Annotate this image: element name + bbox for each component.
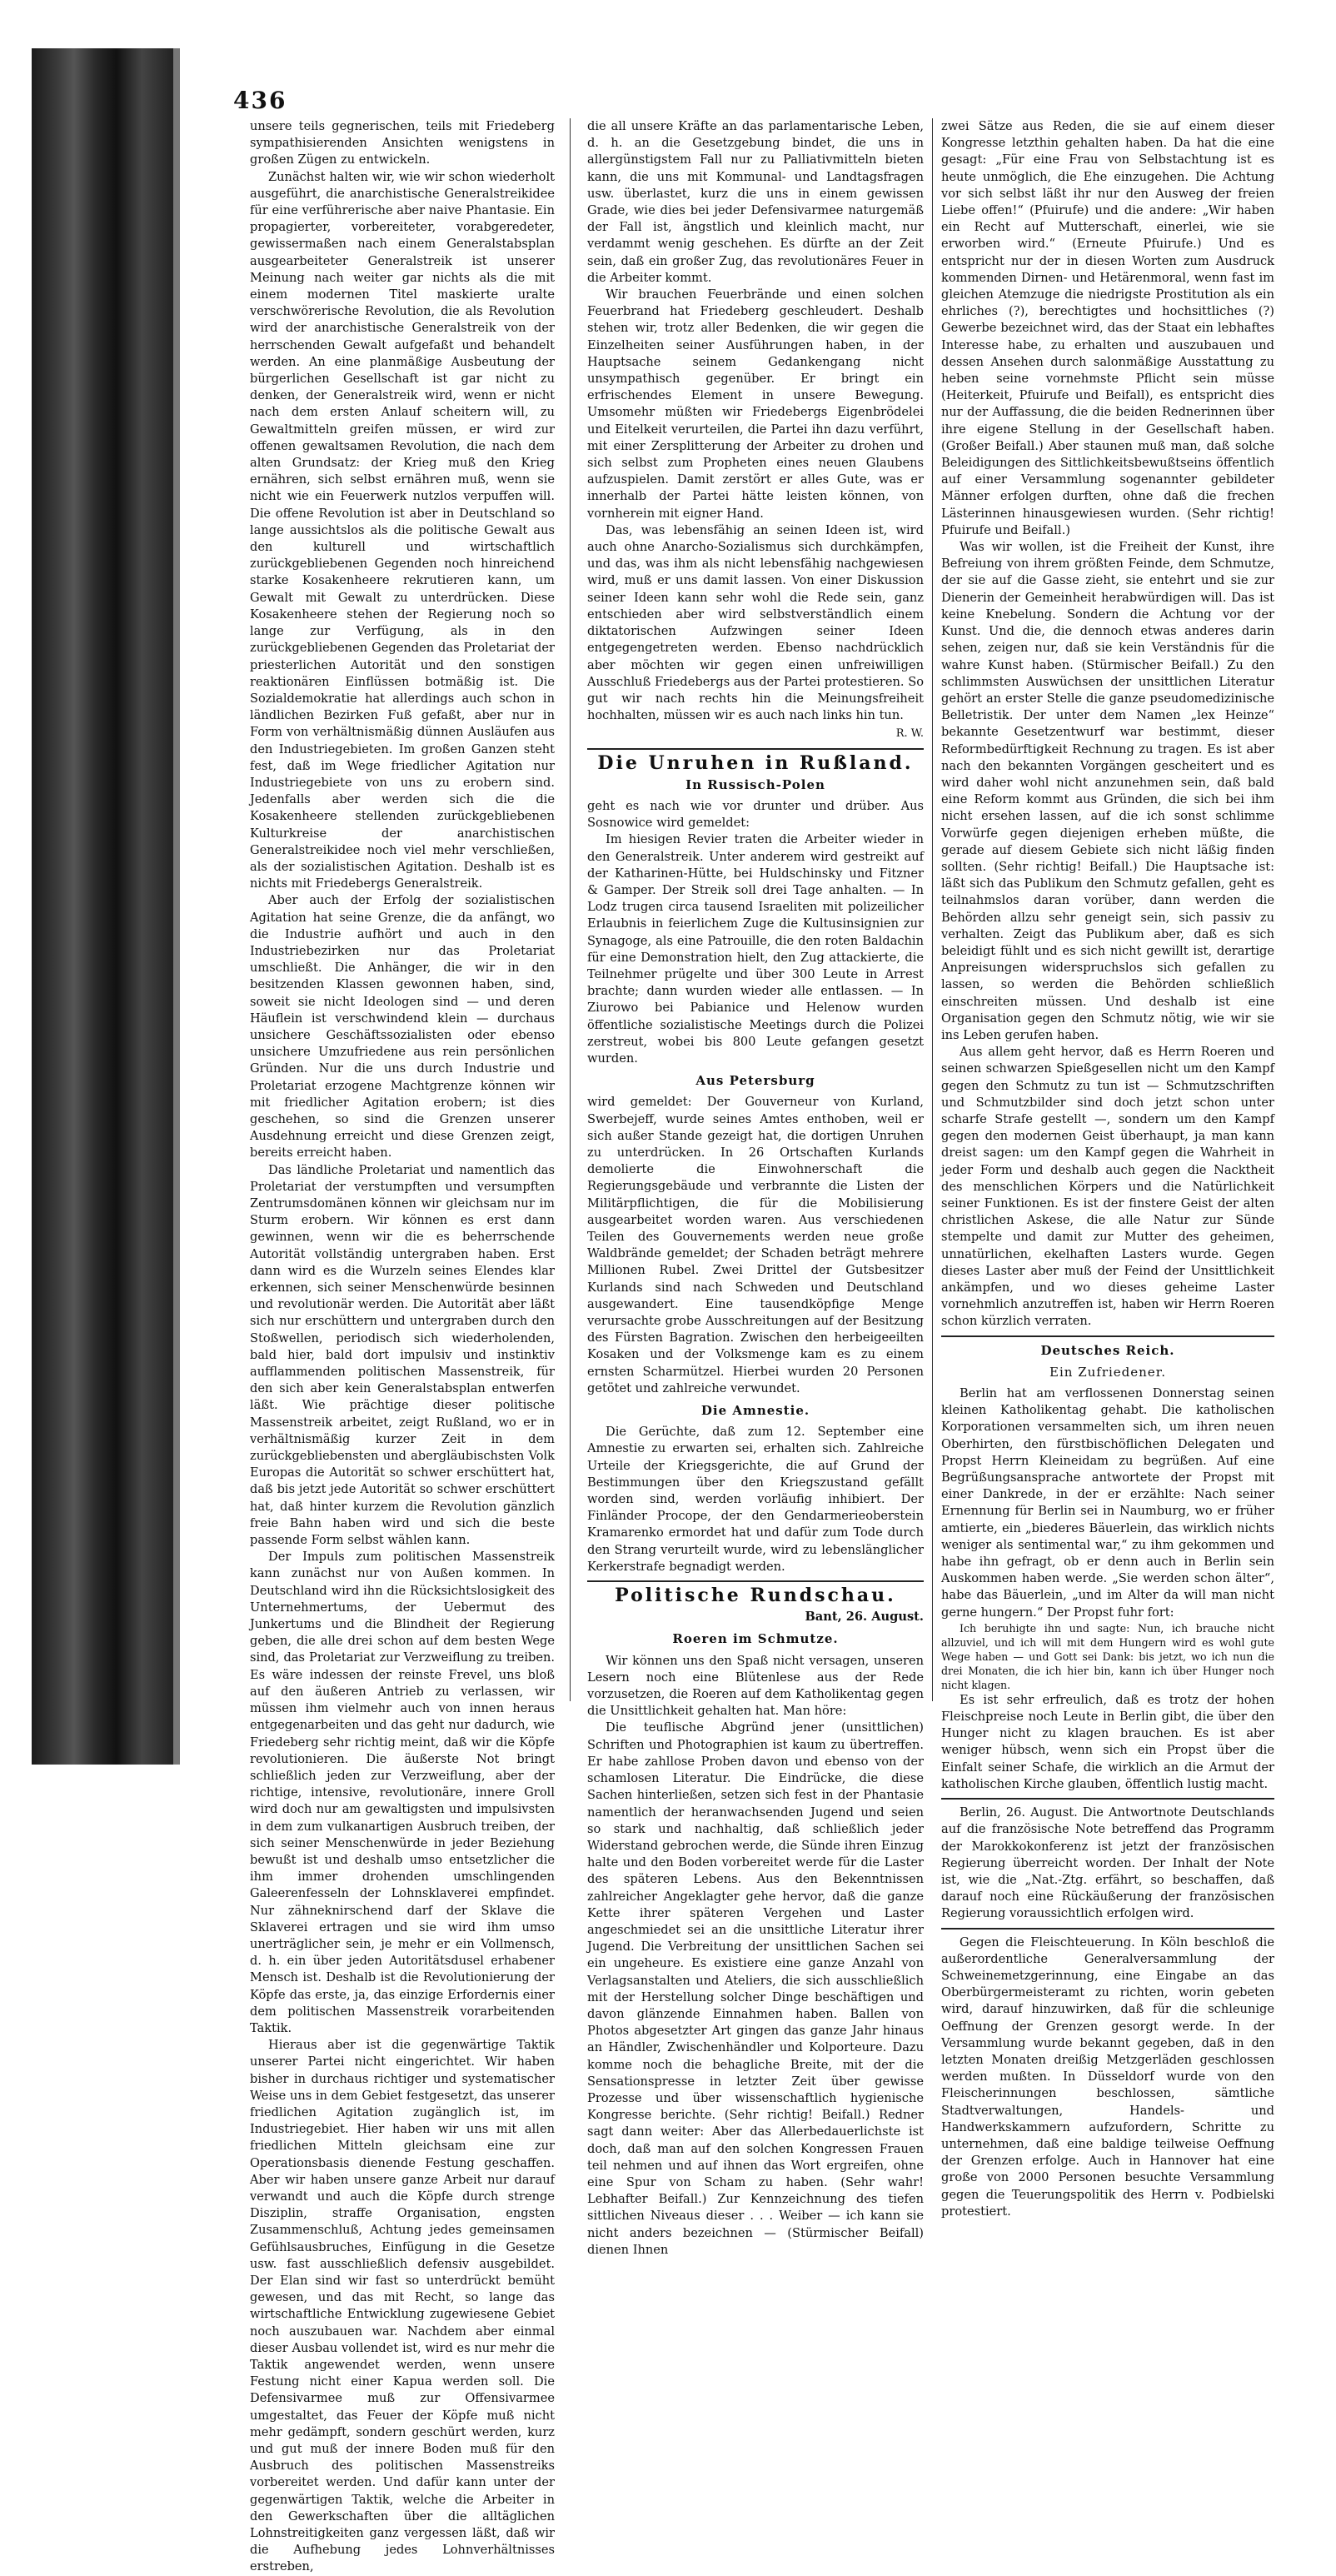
paragraph: Der Impuls zum politischen Massenstreik kann zunächst nur von Außen kommen. In Deutschland wird ihn die Rücksichtslosigkeit des Unternehmertums, der Uebermut des Junkertums und die Blindheit der Regierung geben, die alle drei schon auf dem besten Wege sind, das Proletariat zur Verzweiflung zu treiben. Es wäre indessen der reinste Frevel, uns bloß auf den äußeren Antrieb zu verlassen, wir müssen ihm vielmehr auch von innen heraus entgegenarbeiten und das geht nur dadurch, wie Friedeberg sehr richtig meint, daß wir die Köpfe revolutionieren. Die äußerste Not bringt schließlich jeden zur Verzweiflung, aber der richtige, intensive, revolutionäre, innere Groll wird doch nur am gewaltigsten und impulsivsten in dem zum vulkanartigen Ausbruch treiben, der sich seiner Menschenwürde in jeder Beziehung bewußt ist und deshalb umso entsetzlicher die ihm immer drohenden umschlingenden Galeerenfesseln der Lohnsklaverei empfindet. Nur zähneknirschend darf der Sklave die Sklaverei ertragen und sie wird ihm umso unerträglicher sein, je mehr er ein Vollmensch, d. h. ein über jeden Autoritätsdusel erhabener Mensch ist. Deshalb ist die Revolutionierung der Köpfe das erste, ja, das einzige Erfordernis einer dem politischen Massenstreik vorarbeitenden Taktik. bbox=[250, 1550, 555, 2035]
subhead-amnesty: Die Amnestie. bbox=[700, 1403, 810, 1419]
book-spine bbox=[32, 48, 173, 1765]
paragraph: Aber auch der Erfolg der sozialistischen Agitation hat seine Grenze, die da anfängt, wo die Industrie aufhört und auch in den Industriebezirken nur das Proletariat umschließt. Die Anhänger, die wir in den besitzenden Klassen gewonnen haben, sind, soweit sie nicht Ideologen sind — und deren Häuflein ist verschwindend klein — durchaus unsichere Geschäftssozialisten oder ebenso unsichere Umzufriedene aus rein persönlichen Gründen. Nur die uns durch Industrie und Proletariat erzogene Machtgrenze können wir mit friedlicher Agitation erobern; ist dies geschehen, so sind die Grenzen unserer Ausdehnung erreicht und diese Grenzen zeigt, bereits erreicht haben. bbox=[250, 893, 555, 1161]
paragraph: Berlin, 26. August. Die Antwortnote Deutschlands auf die französische Note betreffend das Programm der Marokkokonferenz ist jetzt der französischen Regierung überreicht worden. Der Inhalt der Note ist, wie die „Nat.-Ztg. erfährt, so beschaffen, daß darauf noch eine Rückäußerung der französischen Regierung voraussichtlich erfolgen wird. bbox=[941, 1805, 1274, 1921]
column-2 bbox=[587, 118, 924, 2257]
section-title-reich: Deutsches Reich. bbox=[1040, 1342, 1175, 1358]
paragraph: geht es nach wie vor drunter und drüber. Aus Sosnowice wird gemeldet: bbox=[587, 798, 924, 831]
subhead-zufriedener: Ein Zufriedener. bbox=[1049, 1364, 1166, 1380]
section-rule bbox=[587, 748, 924, 750]
page-edge bbox=[173, 48, 180, 1765]
paragraph: Berlin hat am verflossenen Donnerstag seinen kleinen Katholikentag gehabt. Die katholischen Korporationen versammelten sich, um ihren neuen Oberhirten, den fürstbischöflichen Delegaten und Propst Herrn Kleineidam zu begrüßen. Auf eine Begrüßungsansprache antwortete der Propst mit einer Dankrede, in der er erzählte: Nach seiner Ernennung für Berlin sei in Naumburg, wo er früher amtierte, ein „biederes Bäuerlein, das wirklich nichts weniger als sentimental war,“ zu ihm gekommen und habe ihn gefragt, ob er denn auch in Berlin sein Auskommen haben werde. „Sie werden schon älter“, habe das Bäuerlein, „und im Alter da will man nicht gerne hungern.“ Der Propst fuhr fort: bbox=[941, 1386, 1274, 1620]
paragraph: wird gemeldet: Der Gouverneur von Kurland, Swerbejeff, wurde seines Amtes enthoben, weil er sich außer Stande gezeigt hat, die dortigen Unruhen zu unterdrücken. In 26 Ortschaften Kurlands demolierte die Einwohnerschaft die Regierungsgebäude und verbrannte die Listen der Militärpflichtigen, die für die Mobilisierung ausgearbeitet worden waren. Aus verschiedenen Teilen des Gouvernements werden neue große Waldbrände gemeldet; der Schaden beträgt mehrere Millionen Rubel. Zwei Drittel der Gutsbesitzer Kurlands sind nach Schweden und Deutschland ausgewandert. Eine tausendköpfige Menge verursachte grobe Ausschreitungen auf der Besitzung des Fürsten Bagration. Zwischen den herbeigeeilten Kosaken und der Volksmenge kam es zu einem ernsten Scharmützel. Hierbei wurden 20 Personen getötet und zahlreiche verwundet. bbox=[587, 1095, 924, 1395]
paragraph: Die teuflische Abgründ jener (unsittlichen) Schriften und Photographien ist kaum zu übertreffen. Er habe zahllose Proben davon und ebenso von der schamlosen Literatur. Die Eindrücke, die diese Sachen hinterließen, setzen sich fest in der Phantasie namentlich der heranwachsenden Jugend und seien so stark und nachhaltig, daß schließlich jeder Widerstand gebrochen werde, die Sünde ihren Einzug halte und den Boden vorbereitet werde für die Laster des späteren Lebens. Aus den Bekenntnissen zahlreicher Angeklagter gehe hervor, daß die ganze Kette ihrer späteren Vergehen und Laster angeschmiedet sei an die unsittliche Literatur ihrer Jugend. Die Verbreitung der unsittlichen Sachen sei ein ungeheure. Es existiere eine ganze Anzahl von Verlagsanstalten und Ateliers, die sich ausschließlich mit der Herstellung solcher Dinge beschäftigen und davon glänzende Einnahmen haben. Ballen von Photos abgesetzter Art gingen das ganze Jahr hinaus an Händler, Zwischenhändler und Kolporteure. Dazu komme noch die behagliche Breite, mit der die Sensationspresse in letzter Zeit über gewisse Prozesse und über wissenschaftlich hygienische Kongresse berichte. (Sehr richtig! Beifall.) Redner sagt dann weiter: Aber das Allerbedauerlichste ist doch, daß man auf den solchen Kongressen Frauen teil nehmen und auf ihnen das Wort ergreifen, ohne eine Spur von Scham zu haben. (Sehr wahr! Lebhafter Beifall.) Zur Kennzeichnung des tiefen sittlichen Niveaus dieser . . . Weiber — ich kann sie nicht anders bezeichnen — (Stürmischer Beifall) dienen Ihnen bbox=[587, 1720, 924, 2257]
paragraph: Im hiesigen Revier traten die Arbeiter wieder in den Generalstreik. Unter anderem wird gestreikt auf der Katharinen-Hütte, bei Huldschinsky und Fitzner & Gamper. Der Streik soll drei Tage anhalten. — In Lodz trugen circa tausend Israeliten mit polizeilicher Erlaubnis in feierlichem Zuge die Kultusinsignien zur Synagoge, als eine Patrouille, die den roten Baldachin für eine Demonstration hielt, den Zug attackierte, die Teilnehmer prügelte und über 300 Leute in Arrest brachte; dann wurden wieder alle entlassen. — In Ziurowo bei Pabianice und Helenow wurden öffentliche sozialistische Meetings durch die Polizei zerstreut, wobei bis 800 Leute gefangen gesetzt wurden. bbox=[587, 832, 924, 1066]
paragraph: Zunächst halten wir, wie wir schon wiederholt ausgeführt, die anarchistische Generalstreikidee für eine verführerische aber naive Phantasie. Ein propagierter, vorbereiteter, vorabgeredeter, gewissermaßen nach einem Generalstabsplan ausgearbeiteter Generalstreik ist unserer Meinung nach weiter gar nichts als die mit einem modernen Titel maskierte uralte verschwörerische Revolution, die als Revolution wird der anarchistische Generalstreik von der herrschenden Gewalt aufgefaßt und behandelt werden. An eine planmäßige Ausbeutung der bürgerlichen Gesellschaft ist gar nicht zu denken, der Generalstreik wird, wenn er nicht nach dem ersten Anlauf scheitern will, zu Gewaltmitteln greifen müssen, er wird zur offenen gewaltsamen Revolution, die nach dem alten Grundsatz: der Krieg muß den Krieg ernähren, sich selbst ernähren muß, wenn sie nicht wie ein Feuerwerk nutzlos verpuffen will. Die offene Revolution ist aber in Deutschland so lange aussichtslos als die politische Gewalt aus den kulturell und wirtschaftlich zurückgebliebenen Gegenden noch hinreichend starke Kosakenheere rekrutieren kann, um Gewalt mit Gewalt zu unterdrücken. Diese Kosakenheere stehen der Regierung noch so lange zur Verfügung, als in den zurückgebliebenen Gegenden das Proletariat der priesterlichen Autorität und den sonstigen reaktionären Einflüssen botmäßig ist. Die Sozialdemokratie hat allerdings auch schon in ländlichen Bezirken Fuß gefaßt, aber nur in Form von verhältnismäßig dünnen Ausläufen aus den Industriegebieten. Im großen Ganzen steht fest, daß im Wege friedlicher Agitation nur Industriegebiete von uns zu erobern sind. Jedenfalls aber werden sich die die Kosakenheere stellenden zurückgebliebenen Kulturkreise der anarchistischen Generalstreikidee noch viel mehr verschließen, als der sozialistischen Agitation. Deshalb ist es nichts mit Friedebergs Generalstreik. bbox=[250, 169, 555, 891]
paragraph: Wir brauchen Feuerbrände und einen solchen Feuerbrand hat Friedeberg geschleudert. Deshalb stehen wir, trotz aller Bedenken, die wir gegen die Einzelheiten seiner Ausführungen haben, in der Hauptsache seinem Gedankengang nicht unsympathisch gegenüber. Er bringt ein erfrischendes Element in unsere Bewegung. Umsomehr müßten wir Friedebergs Eigenbrödelei und Eitelkeit verurteilen, die Partei ihn dazu verführt, mit einer Zersplitterung der Arbeiter zu drohen und sich selbst zum Propheten eines neuen Glaubens aufzuspielen. Damit zerstört er alles Gute, was er innerhalb der Partei hätte leisten können, von vornherein mit eigner Hand. bbox=[587, 287, 924, 521]
section-rule bbox=[941, 1928, 1274, 1930]
paragraph: Die Gerüchte, daß zum 12. September eine Amnestie zu erwarten sei, erhalten sich. Zahlreiche Urteile der Kriegsgerichte, die auf Grund der Bestimmungen über den Kriegszustand gefällt worden sind, werden vorläufig inhibiert. Der Finländer Procope, der den Gendarmerieoberstein Kramarenko ermordet hat und dafür zum Tode durch den Strang verurteilt wurde, wird zu lebenslänglicher Kerkerstrafe begnadigt werden. bbox=[587, 1425, 924, 1574]
column-3 bbox=[941, 118, 1274, 2219]
dateline: Bant, 26. August. bbox=[805, 1610, 924, 1625]
paragraph: Aus allem geht hervor, daß es Herrn Roeren und seinen schwarzen Spießgesellen nicht um den Kampf gegen den Schmutz zu tun ist — Schmutzschriften und Schmutzbilder sind doch jetzt schon unter scharfe Strafe gestellt —, sondern um den Kampf gegen den modernen Geist überhaupt, ja man kann dreist sagen: um den Kampf gegen die Wahrheit in jeder Form und deshalb auch gegen die Nacktheit des menschlichen Körpers und die Natürlichkeit seiner Funktionen. Es ist der finstere Geist der alten christlichen Askese, die alle Natur zur Sünde stempelte und damit zur Mutter des geheimen, unnatürlichen, ekelhaften Lasters wurde. Gegen dieses Laster aber muß der Feind der Unsittlichkeit ankämpfen, und wo dieses geheime Laster vornehmlich anzutreffen ist, haben wir Herrn Roeren schon kürzlich verraten. bbox=[941, 1045, 1274, 1329]
paragraph: die all unsere Kräfte an das parlamentarische Leben, d. h. an die Gesetzgebung bindet, die uns in allergünstigstem Fall nur zu Palliativmitteln bieten kann, die uns mit Kommunal- und Landtagsfragen usw. überlastet, kurz die uns in einem gewissen Grade, wie dies bei jeder Defensivarmee naturgemäß der Fall ist, ängstlich und kleinlich macht, nur verdammt wenig geschehen. Es dürfte an der Zeit sein, daß ein großer Zug, das revolutionäres Feuer in die Arbeiter kommt. bbox=[587, 119, 924, 285]
paragraph: Das ländliche Proletariat und namentlich das Proletariat der verstumpften und versumpften Zentrumsdomänen können wir gleichsam nur im Sturm erobern. Wir können es erst dann gewinnen, wenn wir die es beherrschende Autorität vollständig untergraben haben. Erst dann wird es die Wurzeln seines Elendes klar erkennen, sich seiner Menschenwürde besinnen und revolutionär werden. Die Autorität aber läßt sich nur erschüttern und untergraben durch den Stoßwellen, periodisch sich wiederholenden, bald hier, bald dort impulsiv und instinktiv aufflammenden politischen Massenstreik, für den sich aber kein Generalstabsplan entwerfen läßt. Wie prächtige dieser politische Massenstreik arbeitet, zeigt Rußland, wo er in verhältnismäßig kurzer Zeit in dem zurückgebliebensten und abergläubischsten Volk Europas die Autorität so schwer erschüttert hat, daß bis jetzt jede Autorität so schwer erschüttert hat, daß hinter kurzem die Revolution gänzlich freie Bahn haben wird und sich die beste passende Form selbst wählen kann. bbox=[250, 1162, 555, 1548]
subhead-roeren: Roeren im Schmutze. bbox=[672, 1631, 839, 1647]
paragraph: Was wir wollen, ist die Freiheit der Kunst, ihre Befreiung von ihrem größten Feinde, dem Schmutze, der sie auf die Gasse zieht, sie entehrt und sie zur Dienerin der Gemeinheit herabwürdigen will. Das ist keine Knebelung. Sondern die Achtung vor der Kunst. Und die, die dennoch etwas anderes darin sehen, zeigen nur, daß sie kein Verständnis für die wahre Kunst haben. (Stürmischer Beifall.) Zu den schlimmsten Auswüchsen der unsittlichen Literatur gehört an erster Stelle die ganze pseudomedizinische Belletristik. Der unter dem Namen „lex Heinze“ bekannte Gesetzentwurf war bestimmt, dieser Reformbedürftigkeit Rechnung zu tragen. Es ist aber nach den bekannten Vorgängen gescheitert und es wird daher wohl nicht anzunehmen sein, daß bald eine Reform kommt aus Gründen, die sich bei ihm nicht ersehen lassen, auf die ich sonst schlimme Vorwürfe gegen diejenigen erheben müßte, die gerade auf diesem Gebiete sich nicht läßig finden sollten. (Sehr richtig! Beifall.) Die Hauptsache ist: läßt sich das Publikum den Schmutz gefallen, geht es teilnahmslos daran vorüber, dann werden die Behörden allzu sehr geneigt sein, sich passiv zu verhalten. Zeigt das Publikum aber, daß es sich beleidigt fühlt und es sich nicht gewillt ist, derartige Anpreisungen widerspruchslos sich gefallen zu lassen, so werden die Behörden schließlich einschreiten müssen. Und deshalb ist eine Organisation gegen den Schmutz nötig, wie wir sie ins Leben gerufen haben. bbox=[941, 540, 1274, 1042]
section-rule bbox=[587, 1580, 924, 1582]
quote-paragraph: Ich beruhigte ihn und sagte: Nun, ich brauche nicht allzuviel, und ich will mit dem Hungern wird es wohl gute Wege haben — und Gott sei Dank: bis jetzt, wo ich nun die drei Monaten, die ich hier bin, kann ich über Hunger noch nicht klagen. bbox=[941, 1621, 1274, 1691]
column-1 bbox=[250, 118, 555, 2574]
page-number: 436 bbox=[233, 87, 287, 114]
section-rule bbox=[941, 1335, 1274, 1337]
author-signature: R. W. bbox=[895, 727, 924, 741]
paragraph: Gegen die Fleischteuerung. In Köln beschloß die außerordentliche Generalversammlung der Schweinemetzgerinnung, eine Eingabe an das Oberbürgermeisteramt zu richten, worin gebeten wird, darauf hinzuwirken, daß für die schleunige Oeffnung der Grenzen gesorgt werde. In der Versammlung wurde bekannt gegeben, daß in den letzten Monaten dreißig Metzgerläden geschlossen werden mußten. In Düsseldorf wurde von den Fleischerinnungen beschlossen, sämtliche Stadtverwaltungen, Handels- und Handwerkskammern aufzufordern, Schritte zu unternehmen, daß eine baldige teilweise Oeffnung der Grenzen erfolge. Auch in Hannover hat eine große von 2000 Personen besuchte Versammlung gegen die Teuerungspolitik des Herrn v. Podbielski protestiert. bbox=[941, 1934, 1274, 2219]
paragraph: zwei Sätze aus Reden, die sie auf einem dieser Kongresse letzthin gehalten haben. Da hat die eine gesagt: „Für eine Frau von Selbstachtung ist es heute unmöglich, die Ehe einzugehen. Die Achtung vor sich selbst läßt ihr nur den Ausweg der freien Liebe offen!“ (Pfuirufe) und die andere: „Wir haben ein Recht auf Mutterschaft, einerlei, wie sie erworben wird.“ (Erneute Pfuirufe.) Und es entspricht nur der in diesen Worten zum Ausdruck kommenden Dirnen- und Hetärenmoral, wenn fast im gleichen Atemzuge die niedrigste Prostitution als ein ehrliches (?), berechtigtes und hochsittliches (?) Gewerbe bezeichnet wird, das der Staat ein lebhaftes Interesse habe, zu erhalten und auszubauen und dessen Ansehen durch salonmäßige Ausstattung zu heben seine vornehmste Pflicht sein müsse (Heiterkeit, Pfuirufe und Beifall), es entspricht dies nur der Auffassung, die die beiden Rednerinnen über ihre eigene Stellung in der Gesellschaft haben. (Großer Beifall.) Aber staunen muß man, daß solche Beleidigungen des Sittlichkeitsbewußtseins öffentlich auf einer Versammlung sogenannter gebildeter Männer erfolgen durften, ohne daß die frechen Lästerinnen hinausgewiesen wurden. (Sehr richtig! Pfuirufe und Beifall.) bbox=[941, 119, 1274, 537]
subhead-poland: In Russisch-Polen bbox=[685, 776, 825, 792]
column-divider bbox=[932, 118, 933, 1701]
paragraph: Das, was lebensfähig an seinen Ideen ist, wird auch ohne Anarcho-Sozialismus sich durchkämpfen, und das, was ihm als nicht lebensfähig nachgewiesen wird, muß er uns damit lassen. Von einer Diskussion seiner Ideen kann sehr wohl die Rede sein, ganz entschieden aber wird selbstverständlich einem diktatorischen Aufzwingen seiner Ideen entgegengetreten werden. Ebenso nachdrücklich aber möchten wir gegen einen unfreiwilligen Ausschluß Friedebergs aus der Partei protestieren. So gut wir nach rechts hin die Meinungsfreiheit hochhalten, müssen wir es auch nach links hin tun. bbox=[587, 522, 924, 723]
section-title-russia: Die Unruhen in Rußland. bbox=[597, 751, 914, 774]
subhead-petersburg: Aus Petersburg bbox=[695, 1073, 815, 1089]
paragraph: unsere teils gegnerischen, teils mit Friedeberg sympathisierenden Ansichten wenigstens in großen Zügen zu entwickeln. bbox=[250, 119, 555, 167]
column-divider bbox=[570, 118, 571, 1701]
paragraph: Wir können uns den Spaß nicht versagen, unseren Lesern noch eine Blütenlese aus der Rede vorzusetzen, die Roeren auf dem Katholikentag gegen die Unsittlichkeit gehalten hat. Man höre: bbox=[587, 1653, 924, 1719]
section-title-politics: Politische Rundschau. bbox=[615, 1585, 896, 1607]
section-rule bbox=[941, 1798, 1274, 1800]
paragraph: Hieraus aber ist die gegenwärtige Taktik unserer Partei nicht eingerichtet. Wir haben bisher in durchaus richtiger und systematischer Weise uns in dem Gebiet festgesetzt, das unserer friedlichen Agitation zugänglich ist, im Industriegebiet. Hier haben wir uns mit allen friedlichen Mitteln gleichsam eine zur Operationsbasis dienende Festung geschaffen. Aber wir haben unsere ganze Arbeit nur darauf verwandt und auch die Köpfe durch strenge Disziplin, straffe Organisation, engsten Zusammenschluß, Achtung jedes gemeinsamen Gefühlsausbruches, Einfügung in die Gesetze usw. fast ausschließlich defensiv ausgebildet. Der Elan sind wir fast so unterdrückt bemüht gewesen, und das mit Recht, so lange das wirtschaftliche Entwicklung zugewiesene Gebiet noch auszubauen war. Nachdem aber einmal dieser Ausbau vollendet ist, wird es nur mehr die Taktik angewendet werden, wenn unsere Festung nicht einer Kapua werden soll. Die Defensivarmee muß zur Offensivarmee umgestaltet, das Feuer der Köpfe muß nicht mehr gedämpft, sondern geschürt werden, kurz und gut muß der innere Boden muß für den Ausbruch des politischen Massenstreiks vorbereitet werden. Und dafür kann unter der gegenwärtigen Taktik, welche die Arbeiter in den Gewerkschaften über die alltäglichen Lohnstreitigkeiten ganz vergessen läßt, daß wir die Aufhebung jedes Lohnverhältnisses erstreben, bbox=[250, 2038, 555, 2574]
paragraph: Es ist sehr erfreulich, daß es trotz der hohen Fleischpreise noch Leute in Berlin gibt, die über den Hunger nicht zu klagen brauchen. Es ist aber weniger hübsch, wenn sich ein Propst über die Einfalt seiner Schafe, die wirklich an die Armut der katholischen Kirche glauben, öffentlich lustig macht. bbox=[941, 1692, 1274, 1791]
